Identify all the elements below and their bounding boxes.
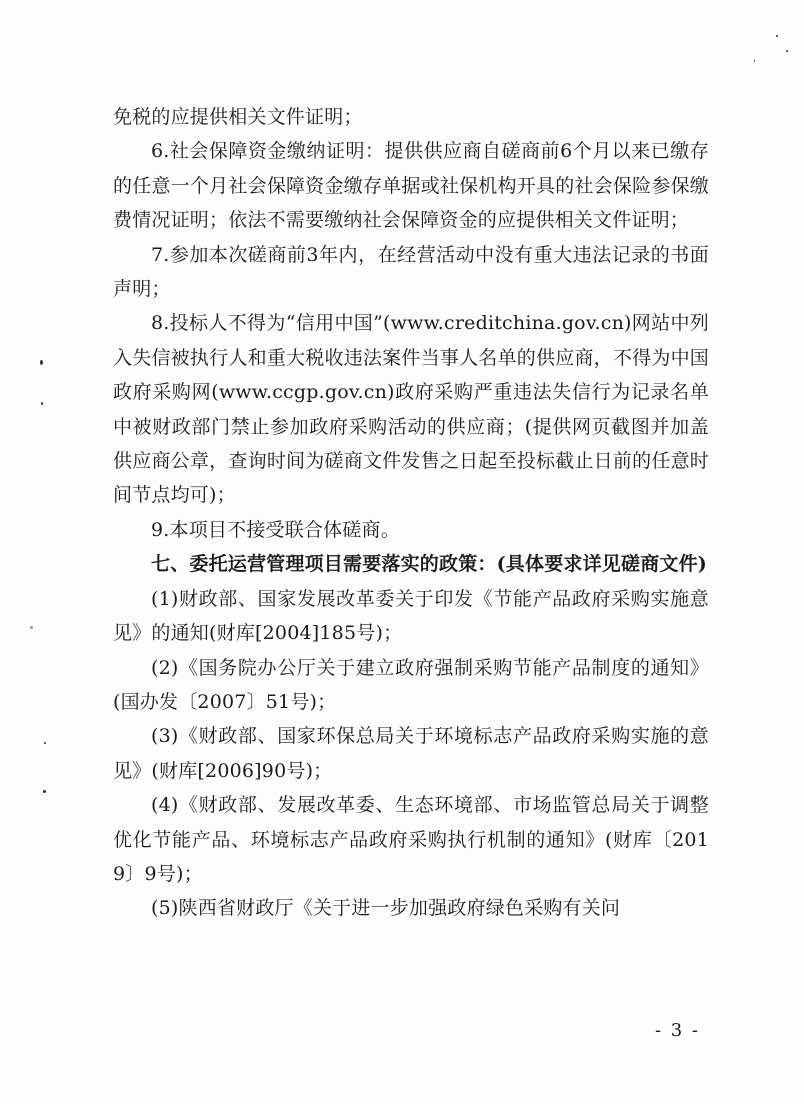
page-number: - 3 - — [654, 1020, 700, 1041]
scan-speck — [43, 790, 46, 793]
paragraph-item-7: 7.参加本次磋商前3年内，在经营活动中没有重大违法记录的书面声明； — [113, 243, 709, 301]
document-body — [113, 100, 709, 926]
scan-speck — [44, 742, 46, 744]
policy-item-2: (2)《国务院办公厅关于建立政府强制采购节能产品制度的通知》(国办发〔2007〕51号)； — [113, 656, 709, 713]
paragraph-item-6: 6.社会保障资金缴纳证明：提供供应商自磋商前6个月以来已缴存的任意一个月社会保障资金缴存单据或社保机构开具的社会保险参保缴费情况证明；依法不需要缴纳社会保障资金的应提供相关文件证明； — [113, 140, 709, 232]
scan-speck — [30, 626, 33, 629]
scan-speck — [41, 402, 43, 405]
policy-item-4: (4)《财政部、发展改革委、生态环境部、市场监管总局关于调整优化节能产品、环境标志产品政府采购执行机制的通知》(财库〔2019〕9号)； — [113, 794, 709, 885]
policy-item-1: (1)财政部、国家发展改革委关于印发《节能产品政府采购实施意见》的通知(财库[2004]185号)； — [113, 587, 709, 645]
scan-speck — [40, 360, 43, 365]
policy-item-5: (5)陕西省财政厅《关于进一步加强政府绿色采购有关问 — [151, 897, 621, 920]
policy-item-3: (3)《财政部、国家环保总局关于环境标志产品政府采购实施的意见》(财库[2006]90号)； — [113, 725, 709, 782]
section-heading-7: 七、委托运营管理项目需要落实的政策：(具体要求详见磋商文件) — [151, 553, 707, 576]
paragraph-item-8: 8.投标人不得为“信用中国”(www.creditchina.gov.cn)网站中列入失信被执行人和重大税收违法案件当事人名单的供应商，不得为中国政府采购网(www.ccgp.gov.cn)政府采购严重违法失信行为记录名单中被财政部门禁止参加政府采购活动的供应商；(提供网页截图并加盖供应商公章，查询时间为磋商文件发售之日起至投标截止日前的任意时间节点均可)； — [113, 312, 709, 507]
paragraph-continuation: 免税的应提供相关文件证明； — [113, 106, 363, 128]
paragraph-item-9: 9.本项目不接受联合体磋商。 — [151, 518, 400, 541]
